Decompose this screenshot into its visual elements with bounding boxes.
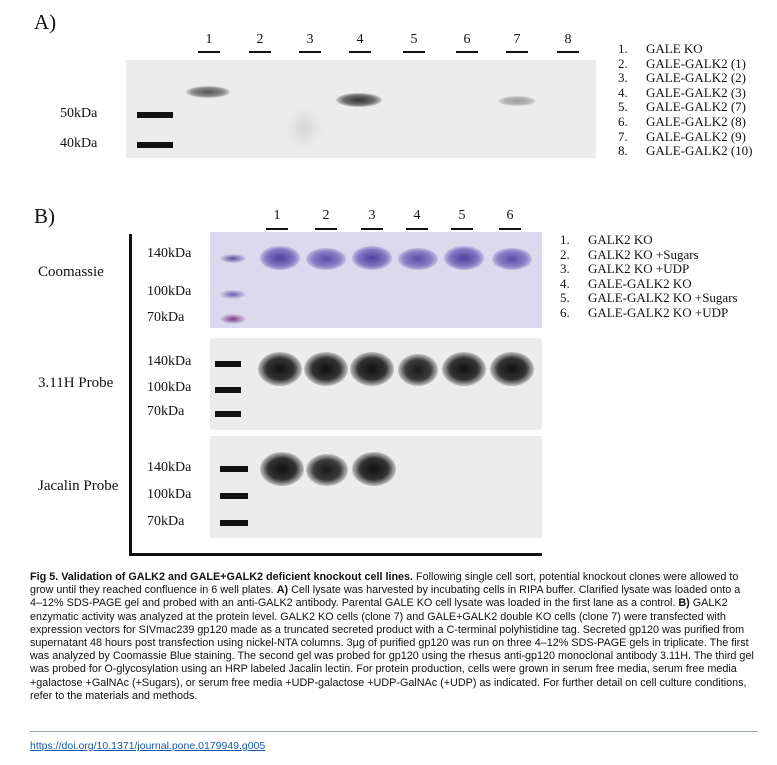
ladder-marker: [137, 112, 173, 118]
gel-band: [260, 452, 304, 486]
ladder-band: [220, 290, 246, 299]
legend-item: 2. GALE-GALK2 (1): [618, 55, 747, 71]
mw-marker-label: 100kDa: [147, 380, 192, 395]
lane-number: 4: [356, 32, 364, 47]
mw-marker-label: 100kDa: [147, 487, 192, 502]
lane-number: 3: [306, 32, 314, 47]
legend-item: 4. GALE-GALK2 (3): [618, 84, 747, 100]
panel-b-frame-left: [129, 234, 132, 556]
lane-bar: [349, 51, 371, 53]
legend-item: 6. GALE-GALK2 KO +UDP: [560, 304, 729, 320]
lane-bar: [557, 51, 579, 53]
lane-number: 5: [410, 32, 418, 47]
legend-item: 3. GALE-GALK2 (2): [618, 70, 747, 86]
coomassie-gel: [210, 232, 542, 328]
lane-bar: [299, 51, 321, 53]
lane-number: 4: [413, 208, 421, 223]
ladder-marker: [215, 411, 241, 417]
mw-marker-label: 140kDa: [147, 246, 192, 261]
legend-item: 7. GALE-GALK2 (9): [618, 128, 747, 144]
lane-number: 2: [322, 208, 330, 223]
legend-item: 8. GALE-GALK2 (10): [618, 143, 753, 159]
mw-marker-label: 70kDa: [147, 514, 185, 529]
ladder-band: [220, 314, 246, 324]
lane-number: 1: [205, 32, 213, 47]
lane-bar: [403, 51, 425, 53]
legend-item: 4. GALE-GALK2 KO: [560, 275, 692, 291]
gel-band: [306, 454, 348, 486]
311h-probe-gel: [210, 338, 542, 430]
panel-a-label: A): [34, 10, 57, 34]
gel-band: [260, 246, 300, 270]
panel-b-frame-bottom: [129, 553, 542, 556]
gel-band: [336, 93, 382, 107]
lane-bar: [506, 51, 528, 53]
lane-bar: [361, 228, 383, 230]
doi-link[interactable]: https://doi.org/10.1371/journal.pone.0179949.g005: [30, 740, 266, 752]
legend-b: [560, 233, 738, 321]
lane-bar: [499, 228, 521, 230]
mw-marker-label: 140kDa: [147, 354, 192, 369]
lane-number: 6: [463, 32, 471, 47]
jacalin-probe-gel: [210, 436, 542, 538]
gel-band: [258, 352, 302, 386]
legend-item: 5. GALE-GALK2 (7): [618, 99, 747, 115]
row-label: Jacalin Probe: [38, 478, 119, 494]
legend-item: 3. GALK2 KO +UDP: [560, 261, 690, 277]
western-blot-gel-a: [126, 60, 596, 158]
legend-item: 2. GALK2 KO +Sugars: [560, 246, 699, 262]
lane-number: 7: [513, 32, 521, 47]
ladder-marker: [215, 387, 241, 393]
lane-number: 2: [256, 32, 264, 47]
mw-marker-label: 40kDa: [60, 136, 98, 151]
lane-number: 1: [273, 208, 281, 223]
lane-number: 6: [506, 208, 514, 223]
legend-item: 1. GALK2 KO: [560, 232, 653, 247]
mw-marker-label: 100kDa: [147, 284, 192, 299]
legend-item: 6. GALE-GALK2 (8): [618, 113, 747, 129]
caption-title: Fig 5. Validation of GALK2 and GALE+GALK2 deficient knockout cell lines.: [30, 571, 414, 583]
lane-bar: [198, 51, 220, 53]
ladder-marker: [220, 520, 248, 526]
ladder-marker: [220, 493, 248, 499]
gel-band: [352, 246, 392, 270]
gel-band: [498, 96, 536, 106]
ladder-marker: [137, 142, 173, 148]
caption-panel-label: B): [678, 597, 690, 610]
gel-band: [398, 354, 438, 386]
gel-band: [286, 108, 322, 148]
ladder-marker: [215, 361, 241, 367]
mw-marker-label: 70kDa: [147, 404, 185, 419]
lane-number: 8: [564, 32, 572, 47]
gel-band: [186, 86, 230, 98]
caption-text: Cell lysate was harvested by incubating cells in RIPA buffer. Clarified lysate was loaded onto a 4–12% SDS-PAGE gel and probed with an anti-GALK2 antibody. Parental GALE KO cell lysate was loaded in the first lane as a control.: [30, 584, 741, 610]
lane-bar: [315, 228, 337, 230]
mw-marker-label: 50kDa: [60, 106, 98, 121]
gel-band: [350, 352, 394, 386]
legend-a: [618, 42, 753, 159]
gel-band: [306, 248, 346, 270]
legend-item: 1. GALE KO: [618, 41, 703, 56]
gel-band: [492, 248, 532, 270]
gel-band: [444, 246, 484, 270]
figure-caption: [30, 571, 754, 703]
panel-b-label: B): [34, 204, 55, 228]
gel-band: [304, 352, 348, 386]
caption-divider: [30, 731, 758, 732]
row-label: 3.11H Probe: [38, 375, 114, 391]
lane-bar: [456, 51, 478, 53]
ladder-band: [220, 254, 246, 263]
lane-bar: [406, 228, 428, 230]
gel-band: [398, 248, 438, 270]
caption-text: GALK2 enzymatic activity was analyzed at the protein level. GALK2 KO cells (clone 7) and GALE+GALK2 double KO cells (clone 7) were transfected with expression vectors for SIVmac239 gp120 made as a truncated secreted product with a C-terminal polyhistidine tag. Secreted gp120 was purified from supernatant 48 hours post transfection using nickel-NTA columns. 3µg of purified gp120 was run on three 4–12% SDS-PAGE gels in triplicate. The first was analyzed by Coomassie Blue staining. The second gel was probed for gp120 using the rhesus anti-gp120 monoclonal antibody 3.11H. The third gel was probed for O-glycosylation using an HRP labeled Jacalin lectin. For protein production, cells were grown in serum free media, serum free media +galactose +GalNAc (+Sugars), or serum free media +UDP-galactose +UDP-GalNAc (+UDP) as indicated. For further detail on cell culture conditions, refer to the materials and methods.: [30, 597, 754, 702]
legend-item: 5. GALE-GALK2 KO +Sugars: [560, 290, 738, 306]
lane-bar: [249, 51, 271, 53]
gel-band: [490, 352, 534, 386]
caption-panel-label: A): [276, 584, 289, 597]
row-label: Coomassie: [38, 264, 104, 280]
gel-band: [442, 352, 486, 386]
gel-band: [352, 452, 396, 486]
lane-bar: [266, 228, 288, 230]
lane-number: 3: [368, 208, 376, 223]
lane-bar: [451, 228, 473, 230]
caption-text: Following single cell sort, potential knockout clones were allowed to grow until they reached confluence in 6 well plates.: [30, 571, 739, 597]
mw-marker-label: 140kDa: [147, 460, 192, 475]
mw-marker-label: 70kDa: [147, 310, 185, 325]
ladder-marker: [220, 466, 248, 472]
lane-number: 5: [458, 208, 466, 223]
